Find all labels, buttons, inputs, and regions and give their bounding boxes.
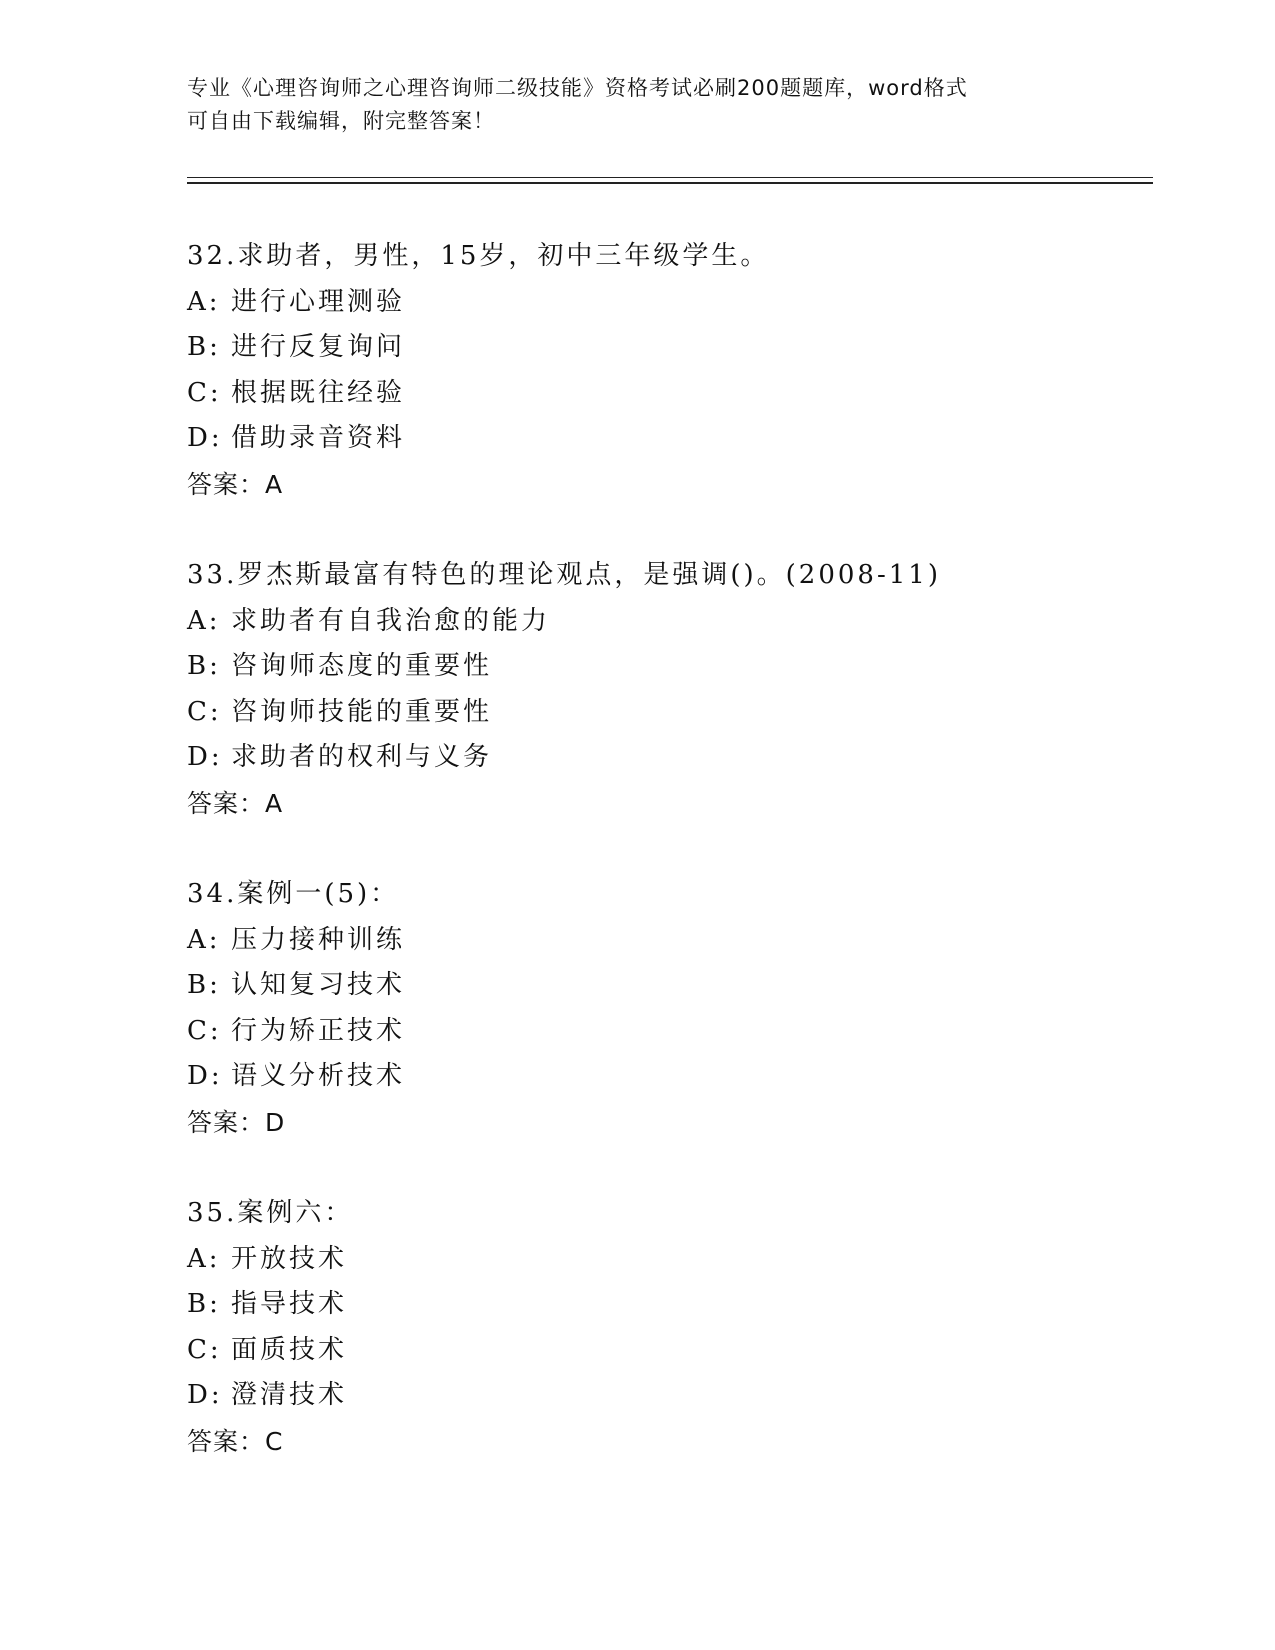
- option-text: 根据既往经验: [231, 377, 406, 408]
- option-letter: B:: [187, 651, 221, 681]
- option-d: [187, 416, 1147, 462]
- option-text: 认知复习技术: [231, 970, 406, 1000]
- option-text: 进行反复询问: [231, 332, 406, 362]
- question-stem: 33.罗杰斯最富有特色的理论观点，是强调()。(2008-11): [187, 560, 941, 590]
- question-34: [187, 872, 1147, 1191]
- question-32: [187, 234, 1147, 553]
- header-line-2: 可自由下载编辑，附完整答案！: [187, 109, 495, 133]
- answer-line: 答案：C: [187, 1426, 284, 1456]
- option-letter: A:: [187, 286, 221, 317]
- answer-line: 答案：D: [187, 1107, 286, 1137]
- option-letter: B:: [187, 1289, 221, 1319]
- option-c: [187, 1328, 1147, 1374]
- option-letter: C:: [187, 696, 222, 727]
- option-b: [187, 963, 1147, 1009]
- option-letter: D:: [187, 1061, 223, 1091]
- option-letter: A:: [187, 605, 221, 636]
- option-c: [187, 371, 1147, 417]
- header-divider-thin: [187, 177, 1153, 178]
- option-b: [187, 1282, 1147, 1328]
- header-line-1: 专业《心理咨询师之心理咨询师二级技能》资格考试必刷200题题库，word格式: [187, 76, 968, 100]
- answer-line: 答案：A: [187, 469, 284, 499]
- option-letter: A:: [187, 1243, 221, 1274]
- option-text: 咨询师技能的重要性: [231, 696, 493, 727]
- option-text: 面质技术: [231, 1334, 348, 1365]
- option-b: [187, 644, 1147, 690]
- option-text: 咨询师态度的重要性: [231, 651, 493, 681]
- question-35: [187, 1191, 1147, 1464]
- option-letter: D:: [187, 1380, 223, 1410]
- option-text: 澄清技术: [231, 1380, 348, 1410]
- option-text: 压力接种训练: [231, 924, 406, 955]
- option-letter: B:: [187, 332, 221, 362]
- header-divider-thick: [187, 182, 1153, 184]
- question-stem: 35.案例六：: [187, 1198, 354, 1228]
- option-c: [187, 1009, 1147, 1055]
- option-text: 语义分析技术: [231, 1061, 406, 1091]
- option-text: 进行心理测验: [231, 286, 406, 317]
- option-letter: D:: [187, 742, 223, 772]
- option-a: [187, 918, 1147, 964]
- question-33: [187, 553, 1147, 872]
- option-letter: D:: [187, 423, 223, 453]
- option-letter: B:: [187, 970, 221, 1000]
- option-d: [187, 735, 1147, 781]
- question-list: [187, 234, 1147, 1464]
- option-text: 求助者有自我治愈的能力: [231, 605, 551, 636]
- question-stem: 32.求助者，男性，15岁，初中三年级学生。: [187, 241, 770, 271]
- option-b: [187, 325, 1147, 371]
- option-d: [187, 1373, 1147, 1419]
- option-text: 求助者的权利与义务: [231, 742, 493, 772]
- option-d: [187, 1054, 1147, 1100]
- document-header: [187, 72, 1087, 138]
- option-a: [187, 280, 1147, 326]
- option-text: 借助录音资料: [231, 423, 406, 453]
- option-letter: C:: [187, 377, 222, 408]
- question-stem: 34.案例一(5)：: [187, 879, 400, 909]
- option-text: 行为矫正技术: [231, 1015, 406, 1046]
- option-letter: C:: [187, 1015, 222, 1046]
- answer-line: 答案：A: [187, 788, 284, 818]
- option-a: [187, 1237, 1147, 1283]
- option-c: [187, 690, 1147, 736]
- option-letter: A:: [187, 924, 221, 955]
- option-a: [187, 599, 1147, 645]
- option-text: 指导技术: [231, 1289, 348, 1319]
- option-letter: C:: [187, 1334, 222, 1365]
- option-text: 开放技术: [231, 1243, 348, 1274]
